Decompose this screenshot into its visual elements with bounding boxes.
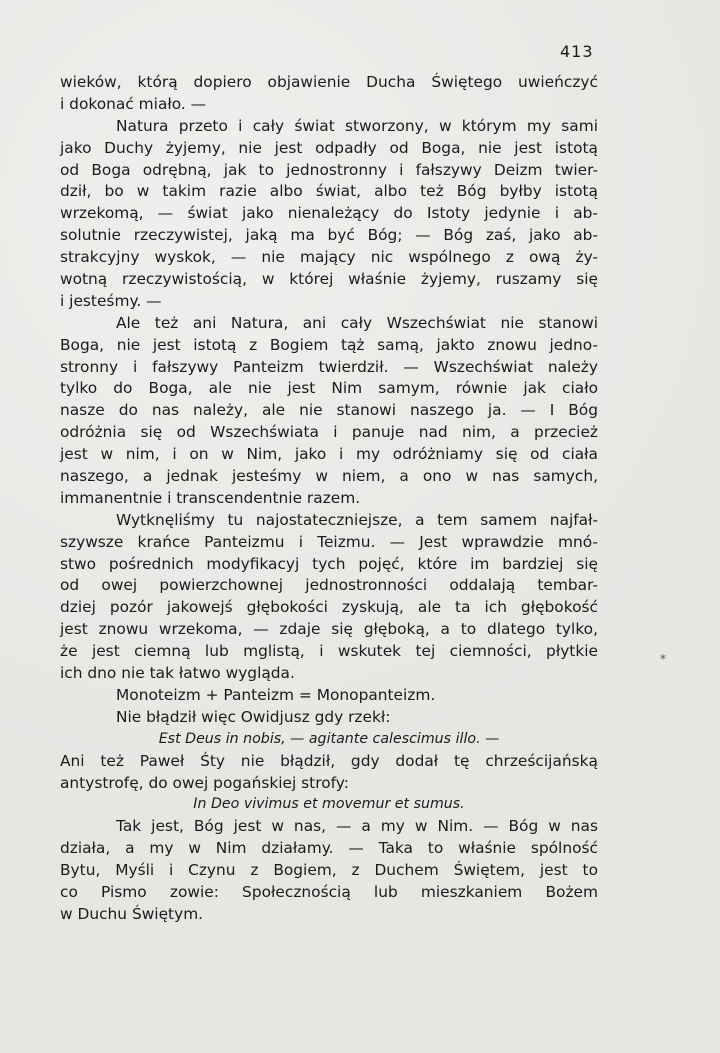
text-line: jest w nim, i on w Nim, jako i my odróżniamy się od ciała	[60, 445, 598, 464]
text-line: działa, a my w Nim działamy. — Taka to właśnie spólność	[60, 839, 598, 858]
text-line: Ale też ani Natura, ani cały Wszechświat nie stanowi	[116, 313, 598, 332]
text-line: ich dno nie tak łatwo wygląda.	[60, 664, 295, 683]
text-line: Nie błądził więc Owidjusz gdy rzekł:	[116, 707, 391, 726]
text-line: od owej powierzchownej jednostronności oddalają tembar-	[60, 576, 598, 595]
text-line: dził, bo w takim razie albo świat, albo też Bóg byłby istotą	[60, 182, 598, 201]
text-line: wotną rzeczywistością, w której właśnie żyjemy, ruszamy się	[60, 270, 598, 289]
text-line: dziej pozór jakowejś głębokości zyskują, ale ta ich głębokość	[60, 598, 598, 617]
text-line: i dokonać miało. —	[60, 94, 207, 113]
text-line: stronny i fałszywy Panteizm twierdził. — Wszechświat należy	[60, 357, 598, 376]
text-line: solutnie rzeczywistej, jaką ma być Bóg; — Bóg zaś, jako ab-	[60, 226, 598, 245]
text-line: szywsze krańce Panteizmu i Teizmu. — Jest wprawdzie mnó-	[60, 532, 598, 551]
text-line: naszego, a jednak jesteśmy w niem, a ono w nas samych,	[60, 467, 598, 486]
text-line: Monoteizm + Panteizm = Monopanteizm.	[116, 685, 436, 704]
text-line: Wytknęliśmy tu najostateczniejsze, a tem samem najfał-	[116, 510, 598, 529]
text-line: jest znowu wrzekoma, — zdaje się głęboką, a to dlatego tylko,	[60, 620, 598, 639]
page-number: 413	[560, 42, 594, 61]
text-line: odróżnia się od Wszechświata i panuje nad nim, a przecież	[60, 423, 598, 442]
text-line: w Duchu Świętym.	[60, 904, 204, 923]
text-line: wieków, którą dopiero objawienie Ducha Świętego uwieńczyć	[60, 73, 598, 91]
text-line: Est Deus in nobis, — agitante calescimus illo. —	[158, 730, 500, 747]
text-line: immanentnie i transcendentnie razem.	[60, 488, 361, 507]
text-line: co Pismo zowie: Społecznością lub mieszkaniem Bożem	[60, 882, 598, 901]
text-line: że jest ciemną lub mglistą, i wskutek tej ciemności, płytkie	[60, 642, 598, 661]
text-line: jako Duchy żyjemy, nie jest odpadły od Boga, nie jest istotą	[60, 138, 598, 157]
body-text	[60, 72, 598, 926]
text-line: i jesteśmy. —	[60, 291, 162, 310]
text-line: wrzekomą, — świat jako nienależący do Istoty jedynie i ab-	[60, 204, 598, 223]
text-line: Natura przeto i cały świat stworzony, w którym my sami	[116, 116, 598, 135]
text-line: tylko do Boga, ale nie jest Nim samym, równie jak ciało	[60, 379, 598, 398]
text-line: strakcyjny wyskok, — nie mający nic wspólnego z ową ży-	[60, 248, 598, 267]
text-line: Boga, nie jest istotą z Bogiem tąż samą, jakto znowu jedno-	[60, 335, 598, 354]
text-line: Ani też Paweł Śty nie błądził, gdy dodał tę chrześcijańską	[60, 751, 598, 770]
text-line: nasze do nas należy, ale nie stanowi naszego ja. — I Bóg	[60, 401, 598, 420]
text-line: Tak jest, Bóg jest w nas, — a my w Nim. — Bóg w nas	[116, 817, 598, 836]
text-line: Bytu, Myśli i Czynu z Bogiem, z Duchem Świętem, jest to	[60, 861, 598, 880]
text-line: antystrofę, do owej pogańskiej strofy:	[60, 773, 349, 792]
text-line: stwo pośrednich modyfikacyj tych pojęć, które im bardziej się	[60, 554, 598, 573]
text-line: In Deo vivimus et movemur et sumus.	[193, 796, 465, 813]
margin-mark: *	[660, 652, 666, 666]
text-line: od Boga odrębną, jak to jednostronny i fałszywy Deizm twier-	[60, 160, 598, 179]
